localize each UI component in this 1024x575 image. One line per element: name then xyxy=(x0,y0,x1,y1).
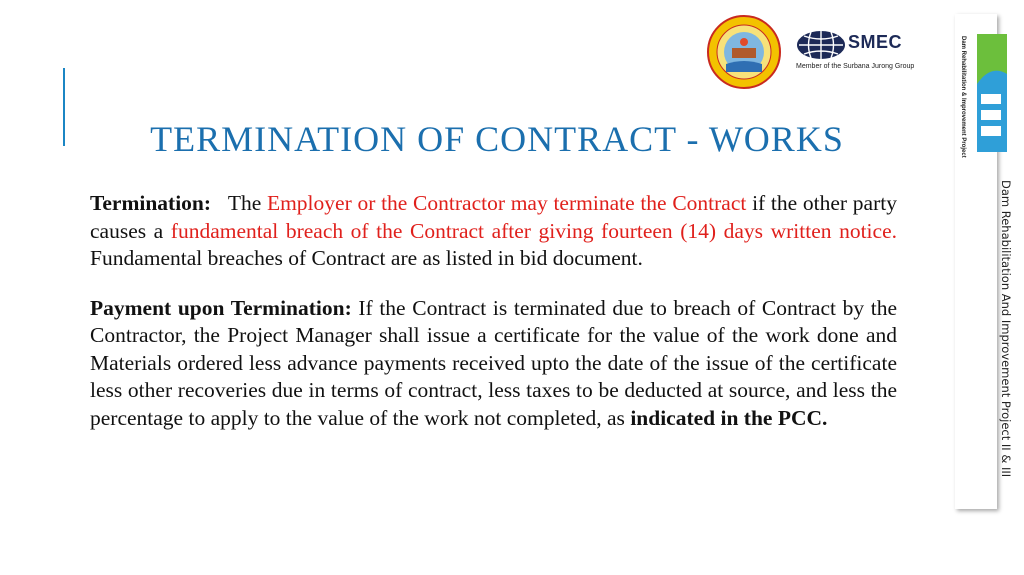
payment-paragraph: Payment upon Termination: If the Contract is terminated due to breach of Contract by the Contractor, the Project Manager shall issue a certificate for the value of the work done and Materials ordered less advance payments received upto the date of the issue of the certificate less other recoveries due in terms of contract, less taxes to be deducted at source, and less the percentage to apply to the value of the work not completed, as indicated in the PCC. xyxy=(90,295,897,430)
drip-logo-icon xyxy=(975,34,1011,152)
smec-globe-icon xyxy=(796,30,846,60)
cwc-emblem-icon xyxy=(706,14,782,90)
pcc-reference: indicated in the PCC. xyxy=(630,405,828,430)
slide-title: TERMINATION OF CONTRACT - WORKS xyxy=(150,119,844,159)
sidebar-vertical-text: Dam Rehabilitation And Improvement Project II & III xyxy=(999,180,1013,478)
highlight-text: fundamental breach of the Contract after giving fourteen (14) days written notice. xyxy=(170,218,897,243)
smec-logo xyxy=(796,30,916,76)
drip-small-text: Dam Rehabilitation & Improvement Project xyxy=(960,36,966,158)
smec-wordmark: SMEC xyxy=(848,32,903,52)
smec-tagline: Member of the Surbana Jurong Group xyxy=(796,63,915,70)
sidebar-panel xyxy=(955,14,997,509)
accent-line xyxy=(63,68,65,146)
termination-heading: Termination: xyxy=(90,191,212,215)
payment-heading: Payment upon Termination: xyxy=(90,295,352,320)
termination-paragraph: Termination: The Employer or the Contractor may terminate the Contract if the other party causes a fundamental breach of the Contract after giving fourteen (14) days written notice. Fundamental breaches of Contract are as listed in bid document. xyxy=(90,191,897,270)
slide-body xyxy=(90,190,897,454)
highlight-text: Employer or the Contractor may terminate the Contract xyxy=(266,191,747,215)
